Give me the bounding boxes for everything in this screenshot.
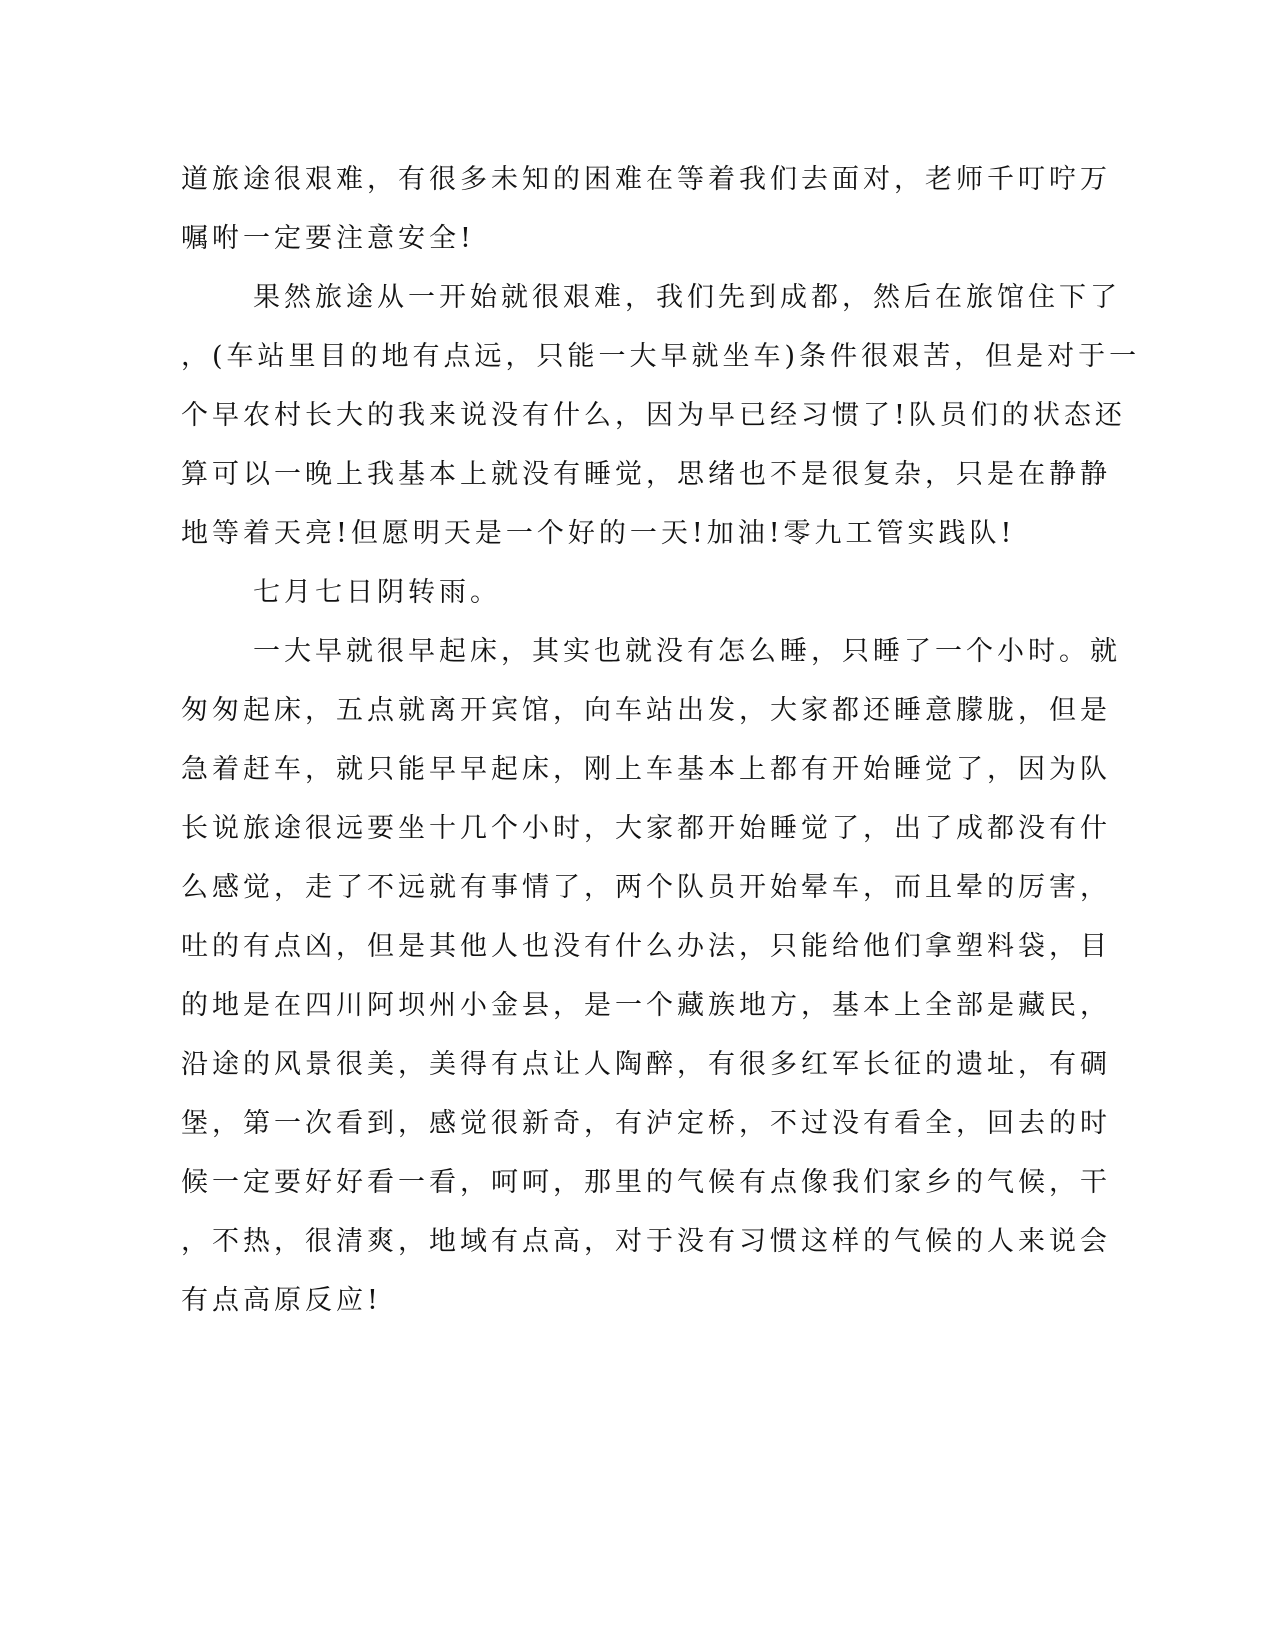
- text-line: 嘱咐一定要注意安全!: [181, 223, 475, 254]
- text-line: 长说旅途很远要坐十几个小时，大家都开始睡觉了，出了成都没有什: [181, 813, 1111, 844]
- text-line: 的地是在四川阿坝州小金县，是一个藏族地方，基本上全部是藏民，: [181, 990, 1111, 1021]
- body-text: [181, 150, 1141, 1330]
- text-line: 候一定要好好看一看，呵呵，那里的气候有点像我们家乡的气候，干: [181, 1167, 1111, 1198]
- text-line: 吐的有点凶，但是其他人也没有什么办法，只能给他们拿塑料袋，目: [181, 931, 1111, 962]
- text-line: 急着赶车，就只能早早起床，刚上车基本上都有开始睡觉了，因为队: [181, 754, 1111, 785]
- text-line: 地等着天亮!但愿明天是一个好的一天!加油!零九工管实践队!: [181, 518, 1016, 549]
- text-line: ，(车站里目的地有点远，只能一大早就坐车)条件很艰苦，但是对于一: [181, 341, 1141, 372]
- text-line: 果然旅途从一开始就很艰难，我们先到成都，然后在旅馆住下了: [253, 282, 1121, 313]
- text-line: 个早农村长大的我来说没有什么，因为早已经习惯了!队员们的状态还: [181, 400, 1126, 431]
- text-line: ，不热，很清爽，地域有点高，对于没有习惯这样的气候的人来说会: [181, 1226, 1111, 1257]
- text-line: 沿途的风景很美，美得有点让人陶醉，有很多红军长征的遗址，有碉: [181, 1049, 1111, 1080]
- text-line: 匆匆起床，五点就离开宾馆，向车站出发，大家都还睡意朦胧，但是: [181, 695, 1111, 726]
- text-line: 堡，第一次看到，感觉很新奇，有泸定桥，不过没有看全，回去的时: [181, 1108, 1111, 1139]
- text-line: 算可以一晚上我基本上就没有睡觉，思绪也不是很复杂，只是在静静: [181, 459, 1111, 490]
- text-line: 一大早就很早起床，其实也就没有怎么睡，只睡了一个小时。就: [253, 636, 1121, 667]
- text-line: 有点高原反应!: [181, 1285, 382, 1316]
- date-heading: 七月七日阴转雨。: [253, 577, 501, 608]
- text-line: 么感觉，走了不远就有事情了，两个队员开始晕车，而且晕的厉害，: [181, 872, 1111, 903]
- text-line: 道旅途很艰难，有很多未知的困难在等着我们去面对，老师千叮咛万: [181, 164, 1111, 195]
